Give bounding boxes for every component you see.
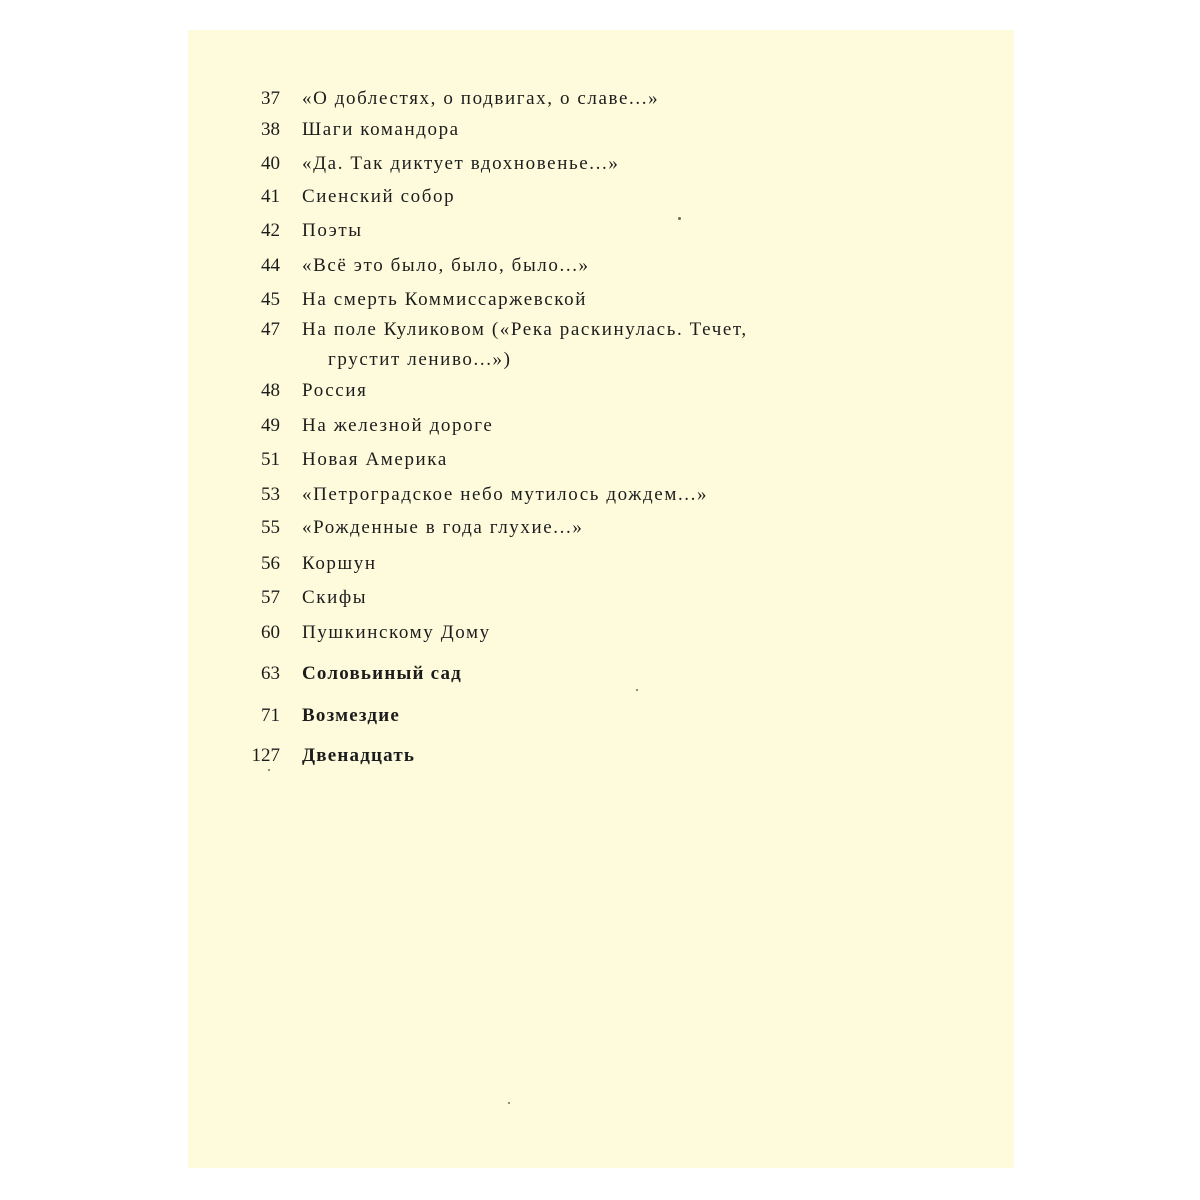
toc-title: Новая Америка xyxy=(302,449,448,470)
toc-page-number: 63 xyxy=(261,663,280,684)
toc-title: Пушкинскому Дому xyxy=(302,622,491,643)
toc-page-number: 53 xyxy=(261,484,280,505)
toc-page-number: 41 xyxy=(261,186,280,207)
toc-page-number: 56 xyxy=(261,553,280,574)
toc-page-number: 42 xyxy=(261,220,280,241)
toc-title xyxy=(302,315,852,375)
toc-title: Коршун xyxy=(302,553,377,574)
toc-title: «Да. Так диктует вдохновенье...» xyxy=(302,153,620,174)
toc-page-number: 71 xyxy=(261,705,280,726)
toc-title: Шаги командора xyxy=(302,119,460,140)
toc-page-number: 45 xyxy=(261,289,280,310)
toc-title: Скифы xyxy=(302,587,368,608)
toc-page-number: 37 xyxy=(261,88,280,109)
toc-title: Двенадцать xyxy=(302,745,416,766)
toc-title: Россия xyxy=(302,380,368,401)
toc-title: «О доблестях, о подвигах, о славе...» xyxy=(302,88,660,109)
toc-title: «Петроградское небо мутилось дождем...» xyxy=(302,484,709,505)
toc-title-line: На поле Куликовом («Река раскинулась. Течет, xyxy=(302,319,748,340)
table-of-contents xyxy=(188,30,1014,1168)
toc-page-number: 47 xyxy=(261,319,280,340)
toc-title: На железной дороге xyxy=(302,415,494,436)
toc-title: Сиенский собор xyxy=(302,186,456,207)
toc-page-number: 55 xyxy=(261,517,280,538)
toc-page-number: 38 xyxy=(261,119,280,140)
toc-title: Соловьиный сад xyxy=(302,663,462,684)
toc-page-number: 57 xyxy=(261,587,280,608)
toc-page-number: 40 xyxy=(261,153,280,174)
toc-page-number: 60 xyxy=(261,622,280,643)
toc-title: Поэты xyxy=(302,220,363,241)
paper-speck xyxy=(268,769,270,771)
toc-page-number: 51 xyxy=(261,449,280,470)
paper-speck xyxy=(508,1102,510,1104)
book-page xyxy=(188,30,1014,1168)
toc-title: На смерть Коммиссаржевской xyxy=(302,289,588,310)
toc-page-number: 127 xyxy=(251,745,280,766)
toc-page-number: 48 xyxy=(261,380,280,401)
toc-title: «Рожденные в года глухие...» xyxy=(302,517,584,538)
paper-speck xyxy=(636,689,638,691)
toc-title: «Всё это было, было, было...» xyxy=(302,255,590,276)
toc-title: Возмездие xyxy=(302,705,400,726)
paper-speck xyxy=(678,217,681,220)
toc-title-continuation: грустит лениво...») xyxy=(328,349,512,370)
toc-page-number: 49 xyxy=(261,415,280,436)
toc-page-number: 44 xyxy=(261,255,280,276)
